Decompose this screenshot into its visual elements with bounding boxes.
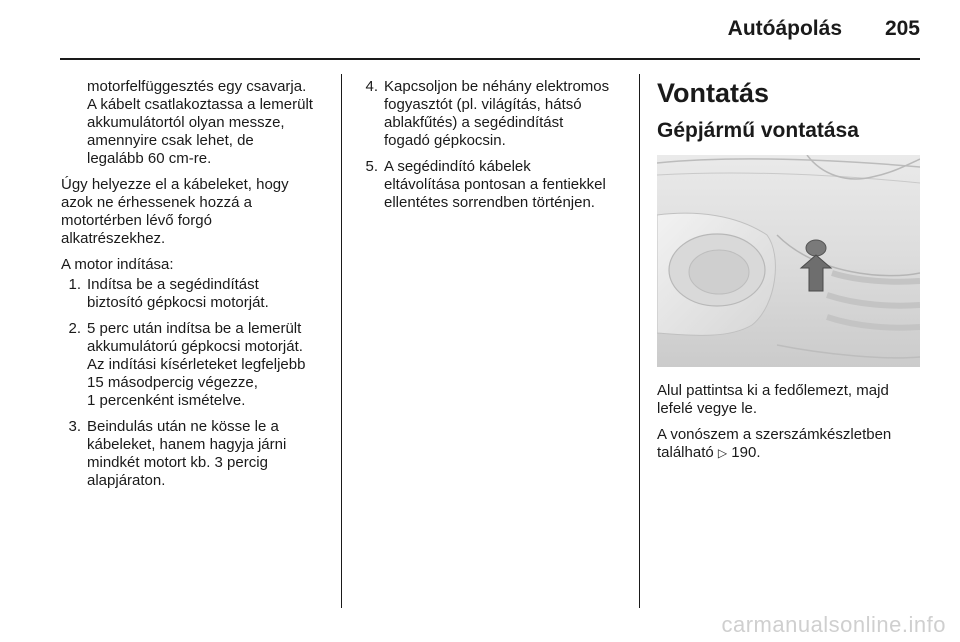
column-2 [358,78,626,220]
page-reference[interactable]: 190. [727,444,761,461]
tow-cover-cap [806,240,826,256]
instruction-paragraph: Alul pattintsa ki a fedőlemezt, majd lefelé vegye le. [657,382,889,417]
page-reference-icon: ▷ [717,446,728,460]
page-header [60,0,920,60]
list-item: 5. A segédindító kábelek eltávolítása pontosan a fentiekkel ellentétes sorrendben történjen. [365,158,606,211]
column-divider-1 [341,74,342,608]
watermark: carmanualsonline.info [721,612,946,637]
engine-start-intro: A motor indítása: [61,256,174,273]
tow-eye-paragraph: A vonószem a szerszámkészletben található ▷ 190. [657,426,892,461]
column-3 [657,78,920,470]
list-item: 1. Indítsa be a segédindítást biztosító gépkocsi motorját. [68,276,269,311]
page-number: 205 [884,17,920,40]
section-heading: Vontatás [657,78,770,108]
list-item: 3. Beindulás után ne kösse le a kábeleket, hanem hagyja járni mindkét motort kb. 3 percig alapjáraton. [68,418,287,489]
cable-placement-paragraph: Úgy helyezze el a kábeleket, hogy azok ne érhessenek hozzá a motortérben lévő forgó alkatrészekhez. [61,176,289,247]
column-divider-2 [639,74,640,608]
list-item: 4. Kapcsoljon be néhány elektromos fogyasztót (pl. világítás, hátsó ablakfűtés) a segédindítást fogadó gépkocsin. [365,78,610,149]
continued-paragraph: motorfelfüggesztés egy csavarja. A kábelt csatlakoztassa a lemerült akkumulátortól olyan messze, amennyire csak lehet, de legalább 60 cm-re. [87,78,313,167]
header-divider [60,58,920,60]
list-item: 2. 5 perc után indítsa be a lemerült akkumulátorú gépkocsi motorját. Az indítási kísérleteket legfeljebb 15 másodpercig végezze, 1 percenként ismételve. [68,320,306,409]
column-1 [61,78,326,498]
section-title: Autóápolás [727,17,842,40]
subsection-heading: Gépjármű vontatása [657,119,859,142]
bumper-illustration [657,155,920,367]
